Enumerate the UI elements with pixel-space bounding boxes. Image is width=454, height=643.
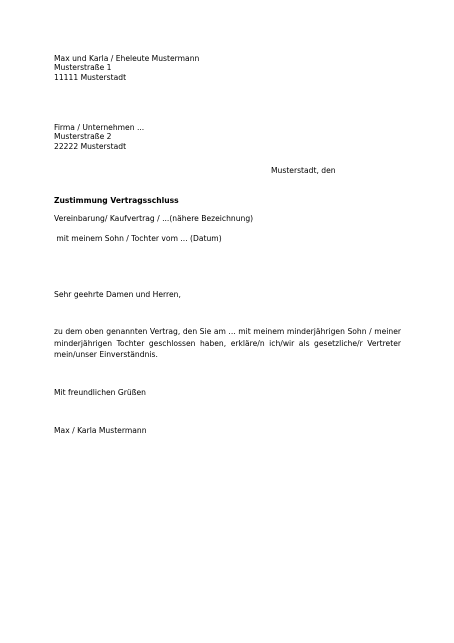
sender-street: Musterstraße 1 (54, 63, 112, 73)
sender-address (54, 54, 199, 82)
agreement-line: Vereinbarung/ Kaufvertrag / ...(nähere Bezeichnung) (54, 214, 254, 223)
closing: Mit freundlichen Grüßen (54, 388, 146, 397)
sender-name: Max und Karla / Eheleute Mustermann (54, 54, 200, 63)
recipient-city: 22222 Musterstadt (54, 141, 127, 151)
salutation: Sehr geehrte Damen und Herren, (54, 290, 181, 299)
recipient-street: Musterstraße 2 (54, 132, 112, 142)
recipient-company: Firma / Unternehmen ... (54, 123, 145, 132)
signature: Max / Karla Mustermann (54, 426, 147, 435)
recipient-address (54, 123, 144, 151)
child-line: mit meinem Sohn / Tochter vom ... (Datum) (54, 234, 222, 243)
place-date: Musterstadt, den (271, 166, 336, 175)
sender-city: 11111 Musterstadt (54, 72, 127, 82)
letter-subject: Zustimmung Vertragsschluss (54, 196, 179, 205)
body-paragraph: zu dem oben genannten Vertrag, den Sie am ... mit meinem minderjährigen Sohn / meiner minderjährigen Tochter geschlossen haben, erkläre/n ich/wir als gesetzliche/r Vertreter mein/unser Einverständnis. (54, 327, 401, 360)
